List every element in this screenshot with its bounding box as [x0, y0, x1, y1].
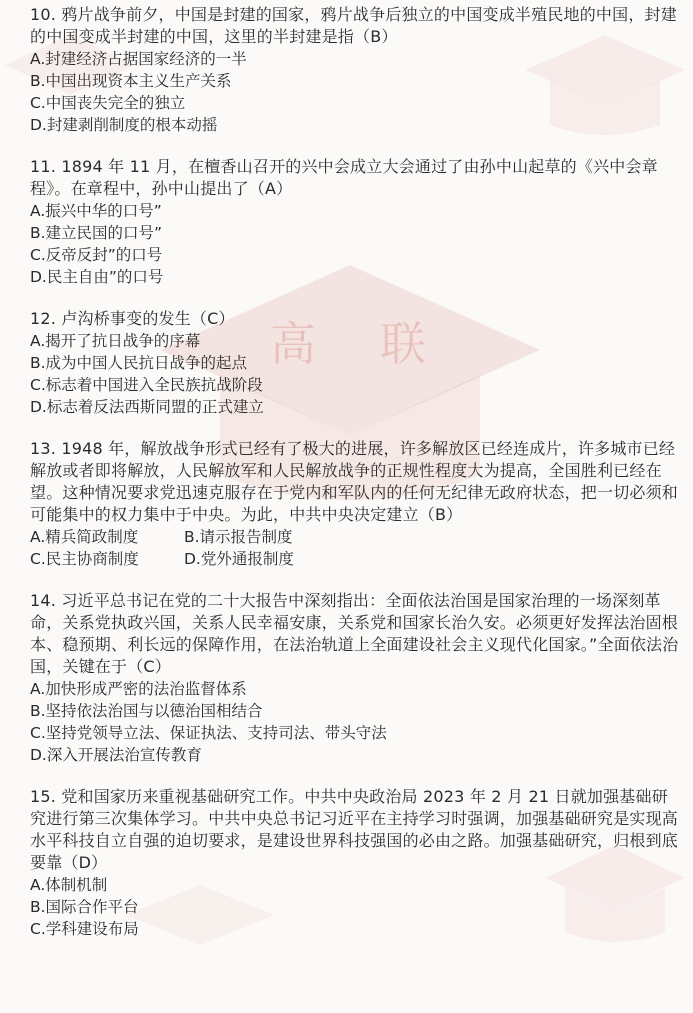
option-d: D.封建剥削制度的根本动摇: [30, 116, 218, 134]
option-c: C.反帝反封”的口号: [30, 246, 163, 264]
option-c: C.坚持党领导立法、保证执法、支持司法、带头守法: [30, 724, 387, 742]
question-14: [30, 590, 679, 766]
option-row: [30, 548, 679, 570]
watermark-char-left: 高: [270, 317, 316, 371]
option-c: C.标志着中国进入全民族抗战阶段: [30, 376, 263, 394]
option-a: A.加快形成严密的法治监督体系: [30, 680, 247, 698]
option-a: A.封建经济占据国家经济的一半: [30, 50, 247, 68]
option-row: [30, 526, 679, 548]
option-c: C.中国丧失完全的独立: [30, 94, 186, 112]
option-a: A.揭开了抗日战争的序幕: [30, 332, 201, 350]
question-stem: 11. 1894 年 11 月，在檀香山召开的兴中会成立大会通过了由孙中山起草的《兴中会章程》。在章程中，孙中山提出了（A）: [30, 157, 658, 198]
option-d: D.党外通报制度: [184, 550, 294, 568]
option-b: B.成为中国人民抗日战争的起点: [30, 354, 248, 372]
option-d: D.深入开展法治宣传教育: [30, 746, 202, 764]
question-stem: 10. 鸦片战争前夕，中国是封建的国家，鸦片战争后独立的中国变成半殖民地的中国，封建的中国变成半封建的中国，这里的半封建是指（B）: [30, 5, 677, 46]
question-15: [30, 786, 679, 940]
option-b: B.国际合作平台: [30, 898, 139, 916]
question-10: [30, 4, 679, 136]
option-b: B.坚持依法治国与以德治国相结合: [30, 702, 263, 720]
question-stem: 12. 卢沟桥事变的发生（C）: [30, 309, 235, 328]
watermark-char-right: 联: [380, 317, 426, 371]
option-d: D.民主自由”的口号: [30, 268, 164, 286]
option-b: B.中国出现资本主义生产关系: [30, 72, 232, 90]
option-d: D.标志着反法西斯同盟的正式建立: [30, 398, 264, 416]
option-c: C.民主协商制度: [30, 550, 139, 568]
question-stem: 14. 习近平总书记在党的二十大报告中深刻指出：全面依法治国是国家治理的一场深刻革命，关系党执政兴国，关系人民幸福安康，关系党和国家长治久安。必须更好发挥法治固根本、稳预期、利长远的保障作用，在法治轨道上全面建设社会主义现代化国家。”全面依法治国，关键在于（C）: [30, 591, 679, 676]
question-stem: 15. 党和国家历来重视基础研究工作。中共中央政治局 2023 年 2 月 21 日就加强基础研究进行第三次集体学习。中共中央总书记习近平在主持学习时强调，加强基础研究是实现高水平科技自立自强的迫切要求，是建设世界科技强国的必由之路。加强基础研究，归根到底要靠（D）: [30, 787, 679, 872]
option-b: B.建立民国的口号”: [30, 224, 163, 242]
question-stem: 13. 1948 年，解放战争形式已经有了极大的进展，许多解放区已经连成片，许多城市已经解放或者即将解放，人民解放军和人民解放战争的正规性程度大为提高，全国胜利已经在望。这种情况要求党迅速克服存在于党内和军队内的任何无纪律无政府状态，把一切必须和可能集中的权力集中于中央。为此，中共中央决定建立（B）: [30, 439, 679, 524]
option-c: C.学科建设布局: [30, 920, 139, 938]
option-a: A.精兵简政制度: [30, 528, 139, 546]
question-13: [30, 438, 679, 570]
option-a: A.振兴中华的口号”: [30, 202, 162, 220]
option-b: B.请示报告制度: [184, 528, 293, 546]
option-a: A.体制机制: [30, 876, 108, 894]
question-12: [30, 308, 679, 418]
question-11: [30, 156, 679, 288]
